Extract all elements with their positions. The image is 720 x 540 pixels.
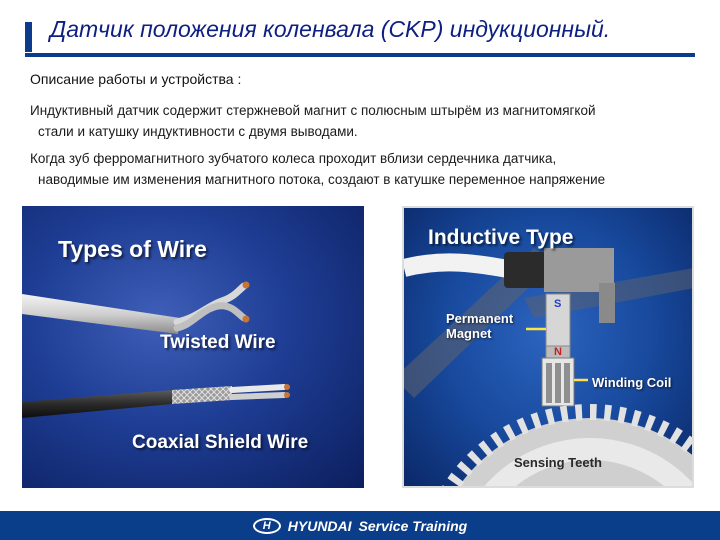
brand-name: HYUNDAI (287, 517, 352, 534)
coax-braid-shield (172, 386, 232, 404)
section-heading: Описание работы и устройства : (30, 71, 242, 87)
description-block (30, 70, 715, 196)
hyundai-logo-icon (253, 518, 281, 534)
paragraph-2-line-1: Когда зуб ферромагнитного зубчатого колеса проходит вблизи сердечника датчика, (30, 151, 557, 166)
wheel-tooth (478, 440, 493, 457)
pole-n-label: N (554, 346, 562, 358)
paragraph-1-line-1: Индуктивный датчик содержит стержневой магнит с полюсным штырём из магнитомягкой (30, 103, 596, 118)
wheel-tooth (575, 404, 583, 420)
pole-s-label: S (554, 298, 562, 310)
wheel-tooth (604, 405, 612, 422)
coaxial-wire-label: Coaxial Shield Wire (132, 432, 309, 453)
permanent-magnet-label (446, 311, 513, 341)
wheel-tooth (530, 412, 541, 429)
copper-tip (243, 316, 250, 323)
wheel-tooth (439, 485, 456, 486)
wheel-tooth (590, 404, 597, 420)
wheel-tooth (560, 406, 569, 423)
tone-wheel (416, 404, 692, 486)
sensor-connector (504, 252, 546, 288)
title-accent-bar (25, 22, 32, 52)
permanent-magnet-label-line-1: Permanent (446, 311, 514, 326)
footer-branding (253, 518, 467, 534)
wheel-tooth (681, 435, 692, 452)
paragraph-2 (30, 148, 715, 190)
wheel-tooth (669, 427, 683, 444)
wheel-tooth (657, 420, 670, 437)
footer-bar (0, 511, 720, 540)
wheel-tooth (516, 418, 528, 435)
wheel-tooth (490, 432, 504, 449)
footer-text: Service Training (358, 517, 468, 534)
slide-title: Датчик положения коленвала (CKP) индукционный. (50, 16, 611, 42)
sensor-figure-heading: Inductive Type (428, 226, 574, 249)
paragraph-1 (30, 100, 715, 142)
permanent-magnet-label-line-2: Magnet (446, 326, 492, 341)
coax-cable-jacket (22, 390, 172, 418)
wheel-tooth (631, 410, 642, 427)
wire-types-figure (22, 206, 364, 488)
wire-figure-heading: Types of Wire (58, 236, 207, 262)
logo-letter: H (262, 519, 271, 532)
paragraph-1-line-2: стали и катушку индуктивности с двумя выводами. (38, 124, 358, 139)
wheel-tooth (457, 461, 473, 476)
wheel-tooth (503, 424, 516, 441)
sensing-teeth-label: Sensing Teeth (514, 455, 602, 470)
wheel-tooth (467, 450, 483, 466)
wheel-tooth (644, 414, 656, 431)
wheel-tooth (447, 473, 464, 486)
title-divider (25, 53, 695, 57)
twisted-wire-label: Twisted Wire (160, 332, 276, 353)
paragraph-2-line-2: наводимые им изменения магнитного потока, создают в катушке переменное напряжение (38, 172, 606, 187)
winding-coil-label: Winding Coil (592, 375, 672, 390)
wheel-tooth (617, 407, 626, 424)
inductive-sensor-figure (402, 206, 694, 488)
wheel-tooth (545, 408, 555, 425)
copper-tip (243, 282, 250, 289)
twisted-cable-jacket (22, 294, 180, 334)
